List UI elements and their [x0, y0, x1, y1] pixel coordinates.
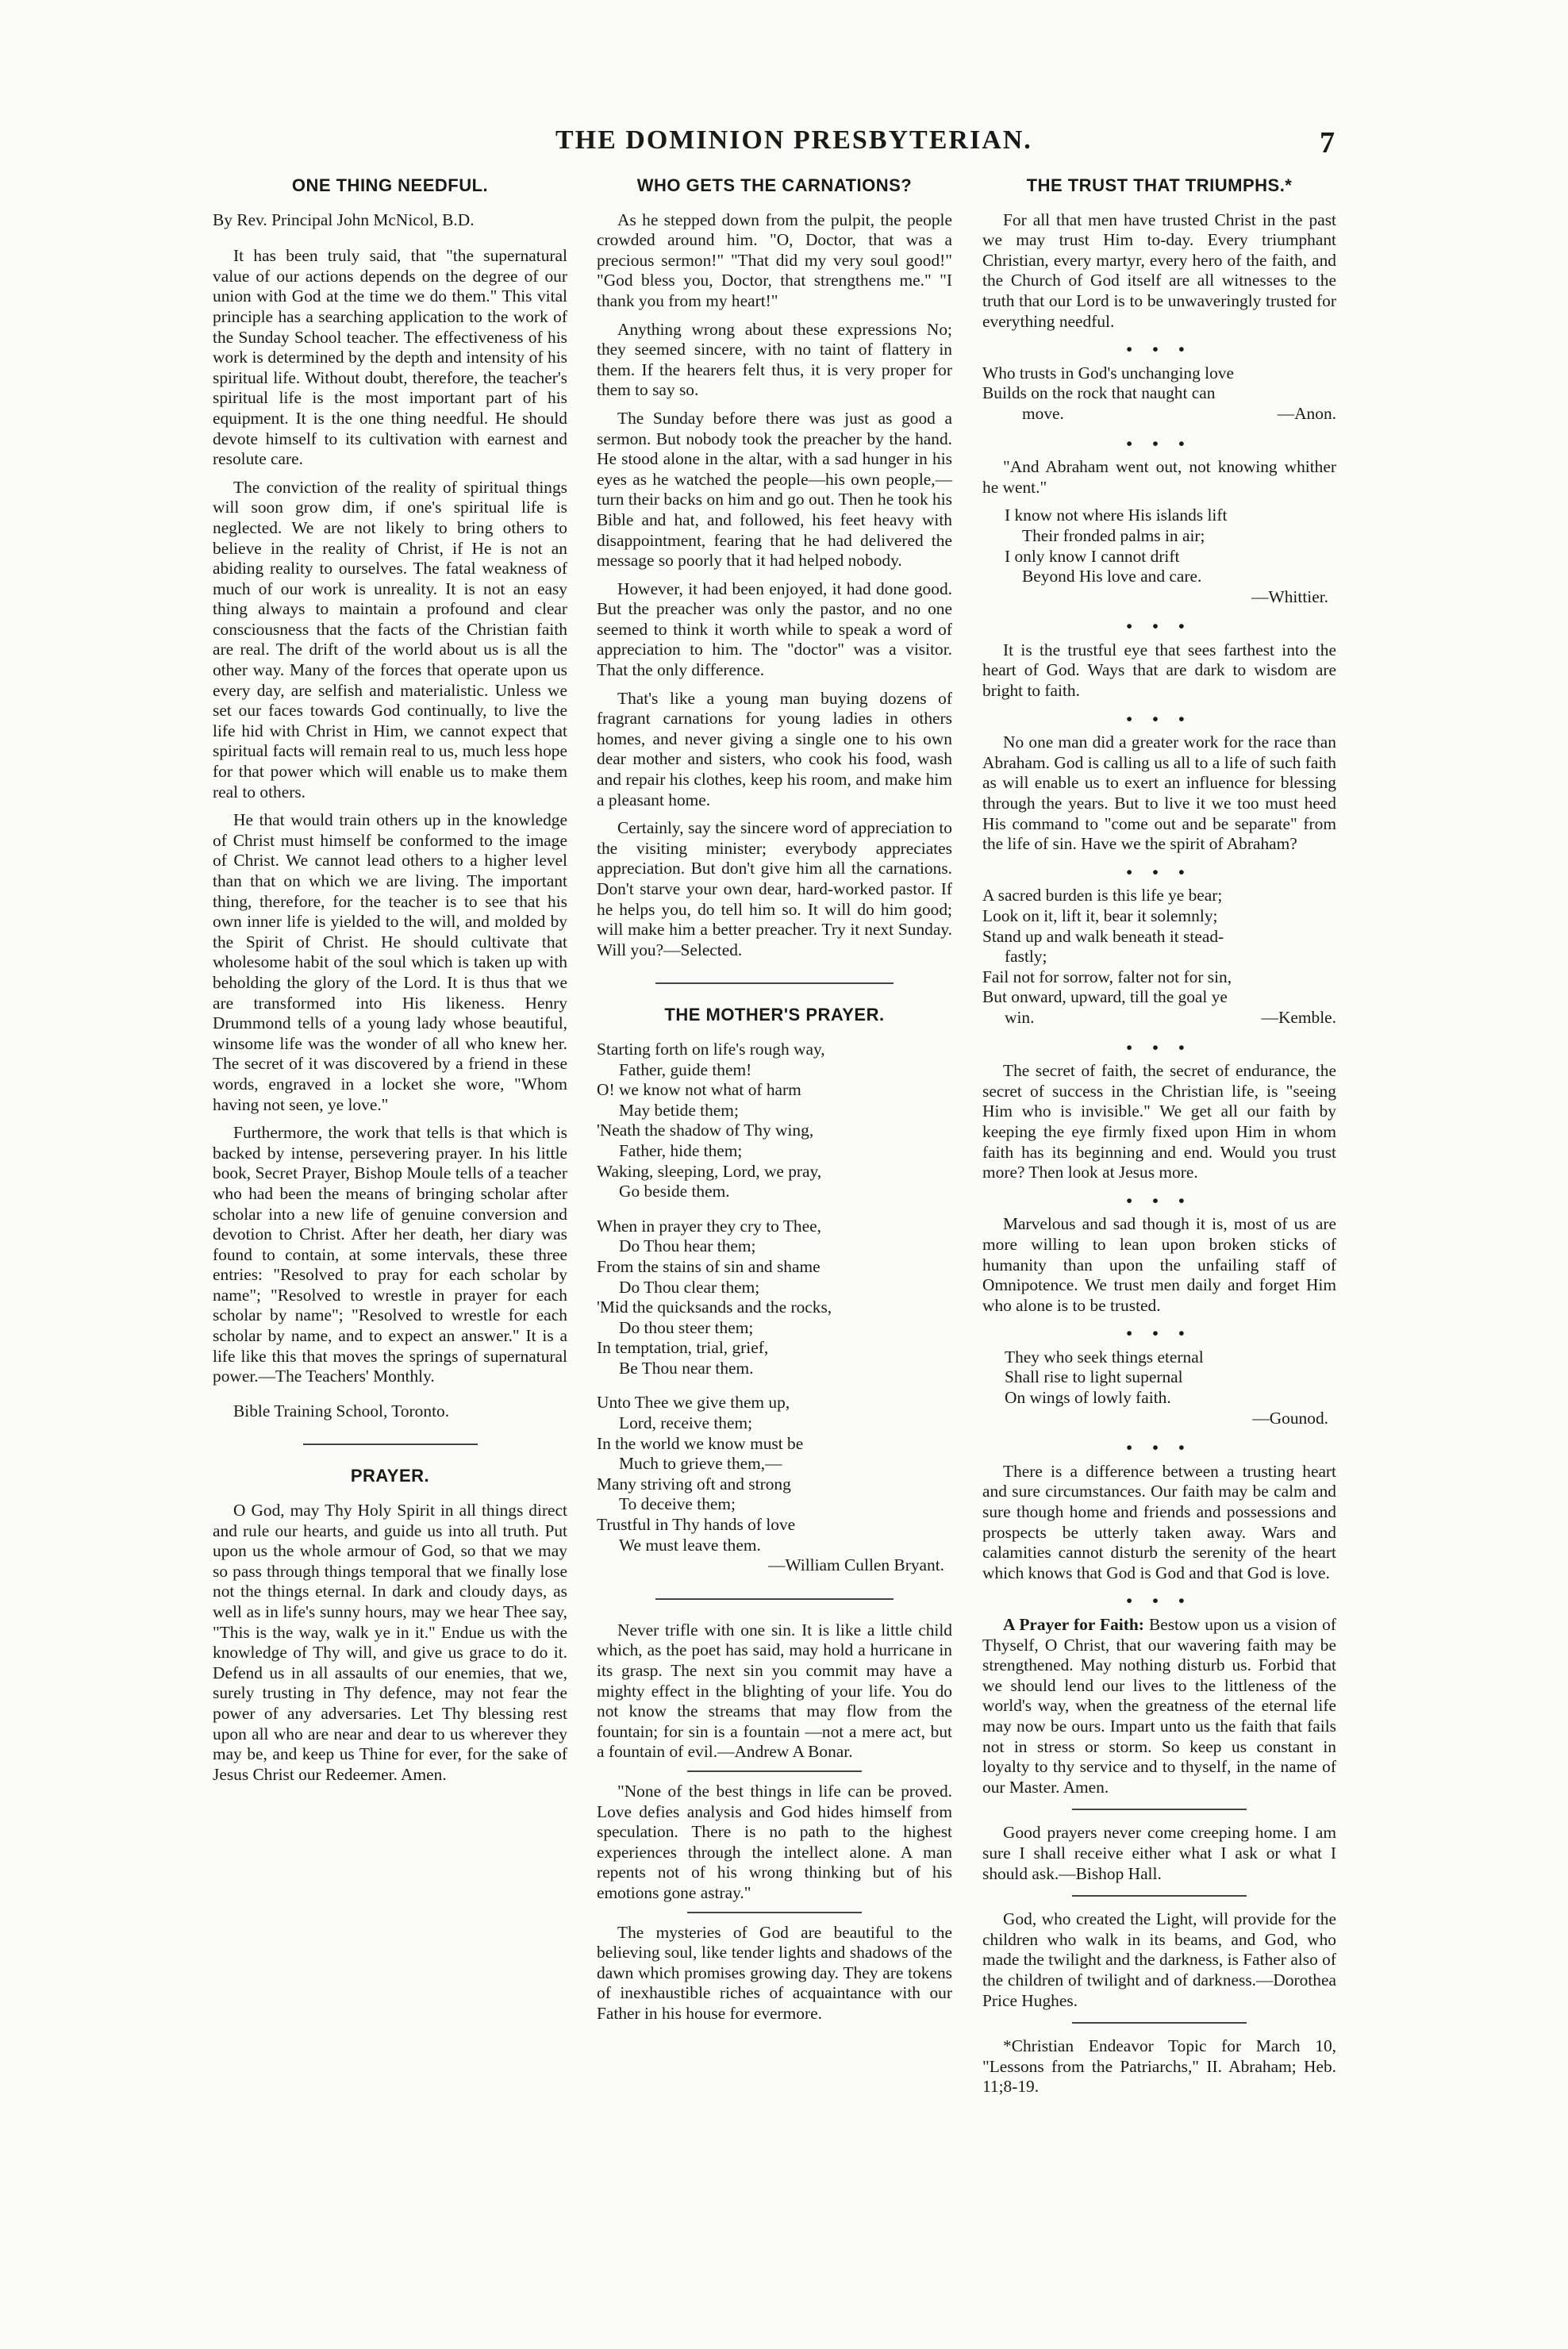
poem-line: Builds on the rock that naught can	[982, 383, 1216, 403]
separator-dots: • • •	[1126, 1324, 1193, 1344]
article-heading-trust-that-triumphs: THE TRUST THAT TRIUMPHS.*	[1026, 175, 1293, 195]
paragraph: The Sunday before there was just as good a sermon. But nobody took the preacher by the hand. He stood alone in the altar, with a sad hunger in his eyes as he watched the people—his own people,—turn their backs on him and go out. Then he took his Bible and hat, and followed, his feet heavy with disappointment, fearing that he had delivered the message so poorly that it had helped nobody.	[597, 408, 952, 571]
poem-line: On wings of lowly faith.	[1005, 1388, 1171, 1408]
poem-line: Fail not for sorrow, falter not for sin,	[982, 967, 1232, 986]
poem-line: Beyond His love and care.	[1022, 567, 1202, 586]
separator-dots: • • •	[1126, 1037, 1193, 1057]
paragraph: No one man did a greater work for the race than Abraham. God is calling us all to a life of such faith as will enable us to exert an influence for blessing through the years. But to live it we too must heed His command to "come out and be separate" from the life of sin. Have we the spirit of Abraham?	[982, 732, 1336, 854]
poem	[597, 1040, 952, 1576]
poem-line-with-attr	[982, 1008, 1336, 1028]
paragraph: As he stepped down from the pulpit, the people crowded around him. "O, Doctor, that was a precious sermon!" "That did my very soul good!" "God bless you, Doctor, that strengthens me." "I thank you from my heart!"	[597, 210, 952, 310]
separator-dots: • • •	[1126, 862, 1193, 882]
poem-line: Lord, receive them;	[619, 1413, 753, 1433]
paragraph: That's like a young man buying dozens of fragrant carnations for young ladies in others homes, and never giving a single one to his own dear mother and sisters, who cook his food, wash and repair his clothes, keep his room, and make him a pleasant home.	[597, 688, 952, 809]
quote	[982, 363, 1336, 425]
article-place: Bible Training School, Toronto.	[233, 1401, 450, 1421]
divider	[1072, 1809, 1247, 1810]
poem-line: Unto Thee we give them up,	[597, 1393, 790, 1413]
poem-line: win.	[1005, 1007, 1035, 1027]
paragraph: The mysteries of God are beautiful to the believing soul, like tender lights and shadows of the dawn which promises growing day. They are tokens of inexhaustible riches of acquaintance with our Father in his house for evermore.	[597, 1922, 952, 2023]
paragraph: He that would train others up in the knowledge of Christ must himself be conformed to the image of Christ. We cannot lead others to a higher level than that on which we are living. The important thing, therefore, for the teacher is to see that his own inner life is yielded to the will, and molded by the Spirit of Christ. He should cultivate that wholesome habit of the soul which is taken up with beholding the glory of the Lord. It is thus that we are transformed into His likeness. Henry Drummond tells of a young lady whose beautiful, winsome life was the wonder of all who knew her. The secret of it was discovered by a friend in these words, engraved in a locket she wore, "Whom having not seen, ye love."	[213, 810, 567, 1114]
poem-stanza	[597, 1217, 952, 1379]
divider	[687, 1912, 862, 1913]
poem-line: A sacred burden is this life ye bear;	[982, 886, 1223, 905]
poem-line: Stand up and walk beneath it stead-	[982, 926, 1224, 946]
poem-line: Trustful in Thy hands of love	[597, 1515, 796, 1535]
poem-line: Starting forth on life's rough way,	[597, 1039, 825, 1059]
poem-line: Much to grieve them,—	[619, 1454, 782, 1474]
poem-line: Father, hide them;	[619, 1140, 743, 1160]
separator-dots: • • •	[1126, 340, 1193, 359]
quote	[982, 506, 1336, 607]
quote	[982, 1348, 1336, 1428]
separator-dots: • • •	[1126, 617, 1193, 636]
article-heading-one-thing-needful: ONE THING NEEDFUL.	[291, 175, 489, 195]
paragraph: Good prayers never come creeping home. I am sure I shall receive either what I ask or what I should ask.—Bishop Hall.	[982, 1823, 1336, 1883]
run-in-heading: A Prayer for Faith:	[1003, 1615, 1144, 1634]
poem-attribution: —Anon.	[1277, 403, 1336, 423]
poem-line: In the world we know must be	[597, 1433, 804, 1453]
divider	[655, 1598, 894, 1600]
poem-line: Do Thou clear them;	[619, 1277, 760, 1297]
poem-stanza	[597, 1393, 952, 1555]
poem-stanza	[597, 1040, 952, 1202]
poem-line: When in prayer they cry to Thee,	[597, 1216, 821, 1236]
divider	[655, 982, 894, 984]
footnote: *Christian Endeavor Topic for March 10, "Lessons from the Patriarchs," II. Abraham; Heb. 11;8-19.	[982, 2036, 1336, 2097]
poem-line: Go beside them.	[619, 1182, 730, 1201]
separator-dots: • • •	[1126, 709, 1193, 729]
poem-line: Many striving oft and strong	[597, 1474, 791, 1494]
article-heading-mothers-prayer: THE MOTHER'S PRAYER.	[664, 1005, 885, 1025]
poem-line: Their fronded palms in air;	[1022, 525, 1205, 545]
column-2	[597, 171, 952, 2032]
separator-dots: • • •	[1126, 433, 1193, 453]
poem-line: From the stains of sin and shame	[597, 1256, 821, 1276]
poem-line: In temptation, trial, grief,	[597, 1338, 769, 1358]
paragraph: For all that men have trusted Christ in the past we may trust Him to-day. Every triumphant Christian, every martyr, every hero of the faith, and the Church of God itself are all witnesses to the truth that our Lord is to be unwaveringly trusted for everything needful.	[982, 210, 1336, 331]
column-3	[982, 171, 1336, 2105]
poem-line: 'Mid the quicksands and the rocks,	[597, 1298, 832, 1317]
masthead-title: THE DOMINION PRESBYTERIAN.	[555, 125, 1032, 155]
divider	[303, 1444, 478, 1445]
poem-line: May betide them;	[619, 1100, 739, 1120]
byline: By Rev. Principal John McNicol, B.D.	[213, 210, 475, 229]
poem-line: To deceive them;	[619, 1494, 736, 1514]
divider	[1072, 2022, 1247, 2024]
poem-line: They who seek things eternal	[1005, 1347, 1204, 1367]
poem-attribution: —Kemble.	[1261, 1007, 1336, 1027]
paragraph-prayer-for-faith	[982, 1615, 1336, 1797]
poem-line: 'Neath the shadow of Thy wing,	[597, 1121, 814, 1140]
divider	[1072, 1895, 1247, 1897]
paragraph: The secret of faith, the secret of endurance, the secret of success in the Christian life, is "seeing Him who is invisible." We get all our faith by keeping the eye firmly fixed upon Him in whom faith has its beginning and end. Would you trust more? Then look at Jesus more.	[982, 1061, 1336, 1182]
separator-dots: • • •	[1126, 1190, 1193, 1210]
poem-attribution: —Gounod.	[1252, 1408, 1328, 1428]
poem-line: Be Thou near them.	[619, 1358, 754, 1378]
paragraph: However, it had been enjoyed, it had done good. But the preacher was only the pastor, and no one seemed to think it worth while to speak a word of appreciation to him. The "doctor" was a visitor. That the only difference.	[597, 579, 952, 680]
paragraph: Marvelous and sad though it is, most of us are more willing to lean upon broken sticks of humanity than upon the unfailing staff of Omnipotence. We trust men daily and forget Him who alone is to be trusted.	[982, 1214, 1336, 1315]
poem-line: We must leave them.	[619, 1535, 761, 1555]
paragraph: Certainly, say the sincere word of appreciation to the visiting minister; everybody appreciates appreciation. But don't give him all the carnations. Don't starve your own dear, hard-worked pastor. If he helps you, do tell him so. It will do him good; will make him a better preacher. Try it next Sunday. Will you?—Selected.	[597, 818, 952, 959]
separator-dots: • • •	[1126, 1438, 1193, 1458]
paragraph: It is the trustful eye that sees farthest into the heart of God. Ways that are dark to wisdom are bright to faith.	[982, 640, 1336, 701]
poem-line: Waking, sleeping, Lord, we pray,	[597, 1161, 822, 1181]
column-1	[213, 171, 567, 1793]
paragraph-text: Bestow upon us a vision of Thyself, O Christ, that our wavering faith may be strengthened. May nothing disturb us. Forbid that we should lend our lives to the littleness of the world's way, when the greatness of the eternal life may now be ours. Impart unto us the faith that fails not in stress or storm. So keep us constant in loyalty to thy service and to thyself, in the name of our Master. Amen.	[982, 1615, 1337, 1797]
paragraph: The conviction of the reality of spiritual things will soon grow dim, if one's spiritual life is neglected. We are not likely to bring others to believe in the reality of Christ, if He is not an abiding reality to ourselves. The fatal weakness of much of our work is unreality. It is not an easy thing always to maintain a profound and clear consciousness that the facts of the Christian faith are real. The drift of the world about us is all the other way. Many of the forces that operate upon us every day, are selfish and materialistic. Unless we set our faces towards God continually, to live the life hid with Christ in Him, we cannot expect that spiritual facts will remain real to us, much less hope for that power which will enable us to make them real to others.	[213, 477, 567, 802]
paragraph: Anything wrong about these expressions No; they seemed sincere, with no taint of flattery in them. If the hearers felt thus, it is very proper for them to say so.	[597, 319, 952, 400]
divider	[687, 1770, 862, 1772]
poem-line: move.	[1022, 403, 1064, 423]
poem-line: Do thou steer them;	[619, 1317, 754, 1337]
poem-attribution: —William Cullen Bryant.	[768, 1555, 944, 1575]
page-number: 7	[1320, 126, 1335, 160]
separator-dots: • • •	[1126, 1591, 1193, 1611]
poem-line: Shall rise to light supernal	[1005, 1367, 1183, 1387]
poem-line: Father, guide them!	[619, 1059, 752, 1079]
paragraph: There is a difference between a trusting heart and sure circumstances. Our faith may be calm and sure though home and friends and possessions and prospects be utterly taken away. Wars and calamities cannot disturb the serenity of the heart which knows that God is God and that God is love.	[982, 1461, 1336, 1582]
poem-line: O! we know not what of harm	[597, 1080, 801, 1100]
quote	[982, 886, 1336, 1028]
poem-line: Who trusts in God's unchanging love	[982, 363, 1234, 383]
poem-line: Do Thou hear them;	[619, 1236, 756, 1256]
paragraph: Never trifle with one sin. It is like a little child which, as the poet has said, may hold a hurricane in its grasp. The next sin you commit may have a mighty effect in the blighting of your life. You do not know the streams that may flow from the fountain; for sin is a fountain —not a mere act, but a fountain of evil.—Andrew A Bonar.	[597, 1620, 952, 1762]
poem-line: fastly;	[1005, 947, 1047, 967]
paragraph: "None of the best things in life can be proved. Love defies analysis and God hides himself from speculation. There is no path to the highest experiences through the intellect alone. A man repents not of his wrong thinking but of his emotions gone astray."	[597, 1781, 952, 1902]
paragraph: It has been truly said, that "the supernatural value of our actions depends on the degree of our union with God at the time we do them." This vital principle has a searching application to the work of the Sunday School teacher. The effectiveness of his work is determined by the depth and intensity of his spiritual life. Without doubt, therefore, the teacher's spiritual life is the most important part of his equipment. It is the one thing needful. He should devote himself to its cultivation with earnest and resolute care.	[213, 246, 567, 469]
poem-line: I only know I cannot drift	[1005, 546, 1180, 566]
poem-line: But onward, upward, till the goal ye	[982, 987, 1228, 1007]
poem-line: I know not where His islands lift	[1005, 506, 1228, 525]
paragraph: Furthermore, the work that tells is that which is backed by intense, persevering prayer. In his little book, Secret Prayer, Bishop Moule tells of a teacher who had been the means of bringing scholar after scholar into a new life of genuine conversion and devotion to Christ. After her death, her diary was found to contain, at some intervals, these three entries: "Resolved to pray for each scholar by name"; "Resolved to wrestle in prayer for each scholar by name"; "Resolved to wrestle for each scholar by name, and to expect an answer." It is a life like this that moves the springs of supernatural power.—The Teachers' Monthly.	[213, 1123, 567, 1386]
article-heading-prayer: PRAYER.	[350, 1466, 430, 1486]
poem-line-with-attr	[982, 404, 1336, 425]
paragraph: "And Abraham went out, not knowing whither he went."	[982, 457, 1336, 497]
poem-attribution: —Whittier.	[1251, 586, 1328, 606]
paragraph: O God, may Thy Holy Spirit in all things direct and rule our hearts, and guide us into all truth. Put upon us the whole armour of God, so that we may so pass through things temporal that we finally lose not the things eternal. In dark and cloudy days, as well as in life's sunny hours, may we hear Thee say, "This is the way, walk ye in it." Endue us with the knowledge of Thy will, and give us grace to do it. Defend us in all assaults of our enemies, that we, surely trusting in Thy defence, may not fear the power of any adversaries. Let Thy blessing rest upon all who are near and dear to us wherever they may be, and keep us Thine for ever, for the sake of Jesus Christ our Redeemer. Amen.	[213, 1501, 567, 1784]
paragraph: God, who created the Light, will provide for the children who walk in its beams, and God, who made the twilight and the darkness, is Father also of the children of twilight and of darkness.—Dorothea Price Hughes.	[982, 1909, 1336, 2010]
poem-line: Look on it, lift it, bear it solemnly;	[982, 906, 1218, 925]
article-heading-carnations: WHO GETS THE CARNATIONS?	[636, 175, 913, 195]
